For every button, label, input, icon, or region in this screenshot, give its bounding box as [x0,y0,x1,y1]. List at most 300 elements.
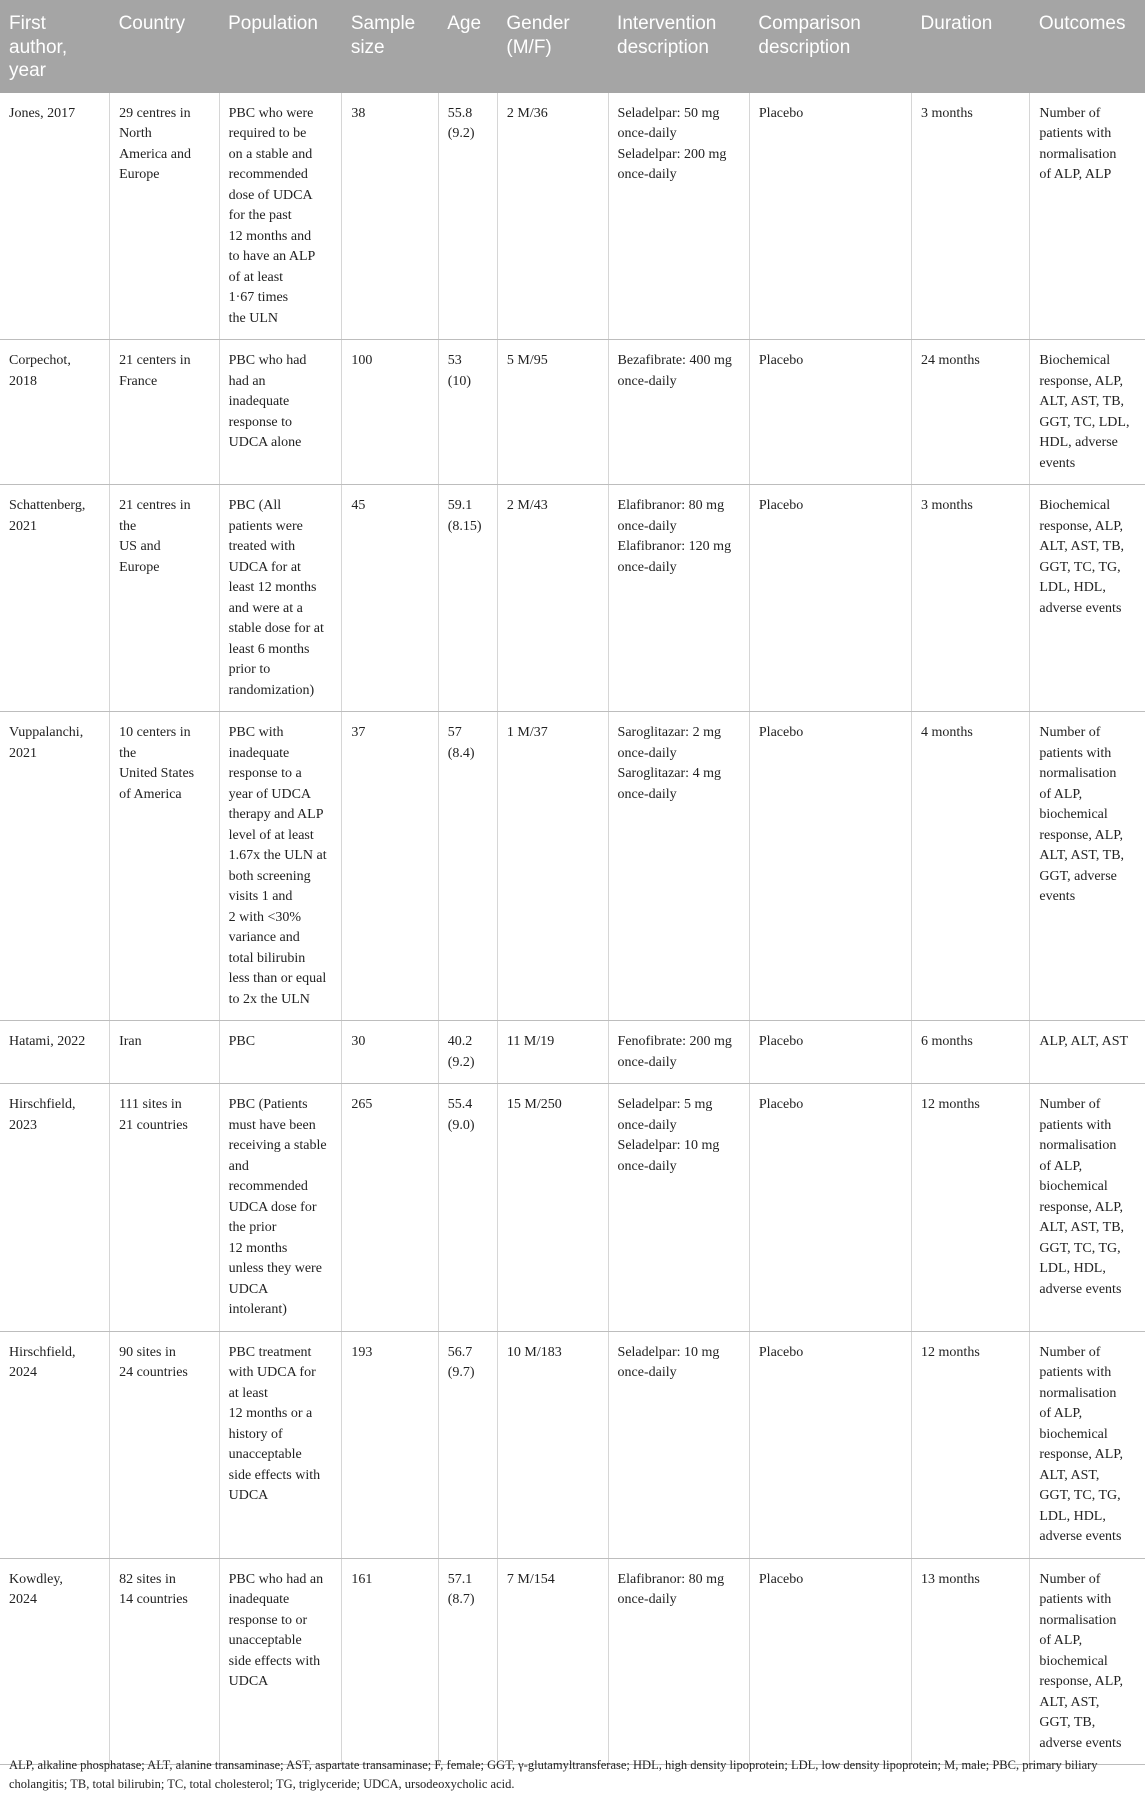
cell-line: randomization) [228,682,315,698]
cell-line: Outcomes [1038,13,1126,34]
duration-cell [912,712,1030,1021]
population-cell [219,93,342,340]
cell-line: UDCA alone [228,435,302,450]
cell-line: Elafibranor: 120 mg [617,539,732,554]
outcomes-header [1030,0,1145,93]
cell-line: once-daily [617,1592,677,1607]
cell-line: LDL, HDL, [1039,1508,1106,1524]
cell-line: 7 M/154 [506,1571,555,1587]
country-cell [110,1331,220,1558]
sample-size-cell [342,1084,438,1332]
cell-line: GGT, TC, TG, [1039,1488,1121,1503]
cell-line: adverse events [1039,1281,1122,1297]
outcomes-cell [1030,712,1145,1021]
age-cell [438,1331,497,1558]
cell-line: 1.67x the ULN at [228,848,327,863]
cell-line: patients were [228,518,303,534]
cell-line: 2023 [9,1117,37,1133]
table-row [0,1331,1145,1558]
cell-line: once-daily [617,1158,677,1174]
table-row [0,485,1145,712]
outcomes-cell [1030,340,1145,485]
cell-line: ALT, AST, TB, [1039,848,1125,863]
cell-line: Hirschfield, [9,1344,76,1360]
cell-line: PBC [228,1034,256,1049]
cell-line: 12 months [921,1344,980,1360]
duration-header [912,0,1030,93]
cell-line: the prior [228,1220,277,1235]
cell-line: prior to [228,662,271,677]
cell-line: Country [118,13,186,34]
intervention-cell [608,1084,749,1332]
cell-line: 24 countries [119,1365,188,1380]
cell-line: side effects with [228,1653,321,1669]
gender-cell [497,93,608,340]
cell-line: Bezafibrate: 400 mg [617,353,732,368]
cell-line: response, ALP, [1039,518,1123,534]
cell-line: normalisation [1039,1138,1117,1153]
cell-line: Saroglitazar: 2 mg [617,725,721,740]
cell-line: Placebo [758,1344,804,1360]
duration-cell [912,1558,1030,1765]
cell-line: Number of [1039,1344,1101,1360]
cell-line: Number of [1039,105,1101,121]
table-row [0,1021,1145,1084]
cell-line: Placebo [758,498,804,513]
cell-line: UDCA dose for [228,1199,317,1215]
intervention-cell [608,1558,749,1765]
cell-line: North [119,126,152,141]
cell-line: and were at a [228,600,303,616]
cell-line: PBC who had [228,353,307,368]
cell-line: at least [228,1385,268,1401]
cell-line: PBC treatment [228,1344,312,1360]
cell-line: (8.4) [447,745,475,761]
cell-line: (M/F) [506,36,552,58]
cell-line: recommended [228,1179,308,1194]
cell-line: stable dose for at [228,621,324,636]
cell-line: of America [119,786,182,802]
cell-line: ALT, AST, TB, [1039,539,1125,554]
cell-line: Seladelpar: 200 mg [617,146,727,162]
cell-line: 193 [351,1344,373,1360]
cell-line: the [119,745,137,761]
cell-line: (8.15) [447,518,482,534]
cell-line: once-daily [617,745,677,761]
sample-size-cell [342,1021,438,1084]
cell-line: 13 months [921,1571,980,1587]
cell-line: normalisation [1039,766,1117,781]
cell-line: level of at least [228,827,314,843]
cell-line: Duration [920,13,993,34]
cell-line: 40.2 [447,1034,473,1049]
cell-line: ALT, AST, [1039,1467,1100,1483]
cell-line: (9.0) [447,1117,475,1133]
population-cell [219,1331,342,1558]
age-cell [438,1084,497,1332]
cell-line: inadequate [228,394,290,409]
author-cell [0,1021,110,1084]
cell-line: 161 [351,1571,373,1587]
cell-line: unacceptable [228,1633,302,1648]
cell-line: receiving a stable [228,1138,327,1153]
cell-line: PBC (All [228,498,282,513]
cell-line: 5 M/95 [506,353,548,368]
cell-line: patients with [1039,1592,1112,1607]
author-cell [0,340,110,485]
cell-line: once-daily [617,167,677,182]
cell-line: (9.2) [447,126,475,141]
cell-line: Number of [1039,1097,1101,1112]
cell-line: Europe [119,167,160,182]
cell-line: treated with [228,539,296,554]
author-cell [0,93,110,340]
cell-line: 55.4 [447,1097,473,1112]
table-row [0,712,1145,1021]
cell-line: 12 months [228,1240,288,1256]
intervention-cell [608,485,749,712]
cell-line: Placebo [758,1571,804,1587]
cell-line: First [9,13,46,34]
cell-line: normalisation [1039,146,1117,162]
cell-line: once-daily [617,373,677,389]
author-cell [0,485,110,712]
duration-cell [912,340,1030,485]
gender-cell [497,1021,608,1084]
cell-line: GGT, TC, TG, [1039,1240,1121,1256]
cell-line: once-daily [617,518,677,534]
cell-line: Placebo [758,1097,804,1112]
cell-line: 21 centres in [119,498,191,513]
cell-line: response to or [228,1612,308,1628]
cell-line: 10 M/183 [506,1344,562,1360]
cell-line: history of [228,1426,283,1442]
cell-line: LDL, HDL, [1039,580,1106,595]
cell-line: (10) [447,373,472,389]
sample-size-cell [342,485,438,712]
cell-line: UDCA [228,1281,269,1297]
cell-line: Hirschfield, [9,1097,76,1112]
cell-line: 10 centers in [119,725,191,740]
cell-line: Biochemical [1039,353,1111,368]
cell-line: must have been [228,1117,316,1133]
age-cell [438,1021,497,1084]
table-footnote: ALP, alkaline phosphatase; ALT, alanine transaminase; AST, aspartate transaminase; F, female; GGT, γ-glutamyltransferase; HDL, high density lipoprotein; LDL, low density lipoprotein; M, male; PBC, primary biliary cholangitis; TB, total bilirubin; TC, total cholesterol; TG, triglyceride; UDCA, ursodeoxycholic acid. [9,1758,1098,1791]
cell-line: Seladelpar: 5 mg [617,1097,713,1112]
header-row [0,0,1145,93]
sample-size-cell [342,1558,438,1765]
cell-line: author, [9,36,68,58]
comparison-cell [749,1331,911,1558]
cell-line: biochemical [1039,1653,1108,1669]
outcomes-cell [1030,1021,1145,1084]
cell-line: PBC who had an [228,1571,324,1587]
cell-line: response, ALP, [1039,1199,1123,1215]
cell-line: intolerant) [228,1302,287,1317]
cell-line: 2021 [9,745,37,761]
sample-size-cell [342,93,438,340]
cell-line: (9.7) [447,1365,475,1380]
gender-cell [497,1558,608,1765]
cell-line: UDCA [228,1488,269,1503]
country-cell [110,340,220,485]
cell-line: Seladelpar: 10 mg [617,1138,720,1153]
country-cell [110,1021,220,1084]
cell-line: 2 M/43 [506,498,548,513]
cell-line: France [119,373,158,389]
cell-line: adverse events [1039,1529,1122,1544]
outcomes-cell [1030,485,1145,712]
cell-line: of ALP, [1039,786,1083,802]
comparison-cell [749,712,911,1021]
cell-line: 2 M/36 [506,105,548,121]
duration-cell [912,1331,1030,1558]
table-row [0,1084,1145,1332]
cell-line: 59.1 [447,498,473,513]
cell-line: therapy and ALP [228,807,324,822]
cell-line: ALP, ALT, AST [1039,1034,1129,1049]
cell-line: patients with [1039,126,1112,141]
cell-line: Schattenberg, [9,498,86,513]
cell-line: Elafibranor: 80 mg [617,498,725,513]
cell-line: Vuppalanchi, [9,725,84,740]
cell-line: of ALP, [1039,1406,1083,1421]
cell-line: 1 M/37 [506,725,548,740]
cell-line: America and [119,146,191,162]
cell-line: UDCA for at [228,559,301,575]
cell-line: US and [119,539,161,554]
duration-cell [912,93,1030,340]
cell-line: Iran [119,1034,142,1049]
comparison-cell [749,1021,911,1084]
population-cell [219,340,342,485]
table-row [0,93,1145,340]
cell-line: Placebo [758,1034,804,1049]
population-cell [219,1558,342,1765]
gender-cell [497,1331,608,1558]
cell-line: on a stable and [228,146,313,162]
cell-line: year [9,60,46,81]
duration-cell [912,485,1030,712]
country-cell [110,485,220,712]
cell-line: unless they were [228,1261,322,1276]
cell-line: 38 [351,105,366,121]
cell-line: 45 [351,498,366,513]
cell-line: 82 sites in [119,1571,176,1587]
cell-line: of ALP, [1039,1158,1083,1174]
cell-line: Placebo [758,105,804,121]
cell-line: and [228,1158,249,1174]
cell-line: 100 [351,353,373,368]
cell-line: biochemical [1039,1426,1108,1442]
cell-line: GGT, TC, TG, [1039,559,1121,575]
population-cell [219,1021,342,1084]
country-cell [110,1558,220,1765]
duration-cell [912,1084,1030,1332]
cell-line: Elafibranor: 80 mg [617,1571,725,1587]
cell-line: 265 [351,1097,373,1112]
population-header [219,0,342,93]
intervention-cell [608,1331,749,1558]
cell-line: patients with [1039,1117,1112,1133]
outcomes-cell [1030,1084,1145,1332]
table-row [0,1558,1145,1765]
cell-line: 56.7 [447,1344,473,1360]
country-cell [110,93,220,340]
cell-line: 57.1 [447,1571,473,1587]
cell-line: United States [119,766,195,781]
cell-line: size [350,36,385,58]
cell-line: normalisation [1039,1612,1117,1628]
cell-line: LDL, HDL, [1039,1261,1106,1276]
cell-line: Biochemical [1039,498,1111,513]
cell-line: Saroglitazar: 4 mg [617,766,721,781]
sample-size-cell [342,340,438,485]
cell-line: of ALP, ALP [1039,167,1112,182]
cell-line: 2024 [9,1592,37,1607]
cell-line: Fenofibrate: 200 mg [617,1034,732,1049]
cell-line: GGT, TC, LDL, [1039,414,1130,430]
cell-line: Number of [1039,725,1101,740]
cell-line: Seladelpar: 50 mg [617,105,720,121]
table-row [0,340,1145,485]
cell-line: 90 sites in [119,1344,176,1360]
cell-line: GGT, adverse [1039,868,1117,884]
comparison-cell [749,485,911,712]
cell-line: unacceptable [228,1447,302,1462]
cell-line: Sample [350,13,416,34]
cell-line: 55.8 [447,105,473,121]
cell-line: events [1039,455,1076,471]
cell-line: 2 with <30% [228,909,302,925]
cell-line: response, ALP, [1039,1674,1123,1689]
intervention-cell [608,1021,749,1084]
cell-line: 1·67 times [228,290,289,305]
cell-line: 4 months [921,725,973,740]
cell-line: 111 sites in [119,1097,182,1112]
intervention-description-header [608,0,749,93]
cell-line: Population [228,13,318,34]
cell-line: visits 1 and [228,889,293,904]
cell-line: with UDCA for [228,1365,316,1380]
cell-line: dose of UDCA [228,187,313,203]
cell-line: PBC (Patients [228,1097,308,1112]
intervention-cell [608,712,749,1021]
cell-line: normalisation [1039,1385,1117,1401]
duration-cell [912,1021,1030,1084]
sample-size-header [342,0,438,93]
comparison-cell [749,93,911,340]
cell-line: response, ALP, [1039,373,1123,389]
sample-size-cell [342,712,438,1021]
cell-line: 24 months [921,353,980,368]
cell-line: Europe [119,559,160,575]
outcomes-cell [1030,1331,1145,1558]
country-cell [110,712,220,1021]
gender-cell [497,712,608,1021]
cell-line: description [617,36,709,58]
cell-line: description [758,36,851,58]
cell-line: once-daily [617,559,677,575]
population-cell [219,485,342,712]
cell-line: adverse events [1039,1735,1122,1751]
cell-line: Placebo [758,353,804,368]
cell-line: once-daily [617,126,677,141]
cell-line: inadequate [228,745,290,761]
cell-line: once-daily [617,1117,677,1133]
age-cell [438,712,497,1021]
cell-line: recommended [228,167,308,182]
cell-line: 3 months [921,105,973,121]
cell-line: ALT, AST, TB, [1039,1220,1125,1235]
cell-line: once-daily [617,786,677,802]
cell-line: once-daily [617,1365,677,1380]
cell-line: ALT, AST, TB, [1039,394,1125,409]
outcomes-cell [1030,93,1145,340]
cell-line: less than or equal [228,971,327,986]
cell-line: 57 [447,725,462,740]
cell-line: 21 centers in [119,353,191,368]
cell-line: response, ALP, [1039,1447,1123,1462]
comparison-cell [749,1558,911,1765]
cell-line: 14 countries [119,1592,188,1607]
cell-line: biochemical [1039,807,1108,822]
age-cell [438,340,497,485]
cell-line: 21 countries [119,1117,188,1133]
cell-line: of ALP, [1039,1633,1083,1648]
population-cell [219,1084,342,1332]
cell-line: total bilirubin [228,950,306,966]
population-cell [219,712,342,1021]
cell-line: (9.2) [447,1054,475,1070]
cell-line: GGT, TB, [1039,1715,1096,1730]
cell-line: Seladelpar: 10 mg [617,1344,720,1360]
cell-line: ALT, AST, [1039,1694,1100,1710]
age-cell [438,485,497,712]
cell-line: least 6 months [228,641,310,657]
cell-line: Comparison [758,13,861,34]
intervention-cell [608,93,749,340]
age-cell [438,1558,497,1765]
cell-line: events [1039,889,1076,904]
cell-line: response to [228,414,293,430]
cell-line: 12 months [921,1097,980,1112]
cell-line: Gender [506,13,570,34]
cell-line: 2021 [9,518,37,534]
country-header [110,0,220,93]
cell-line: required to be [228,126,307,141]
cell-line: HDL, adverse [1039,435,1118,450]
cell-line: 30 [351,1034,366,1049]
comparison-cell [749,340,911,485]
cell-line: Age [447,13,482,34]
cell-line: the ULN [228,310,279,326]
age-cell [438,93,497,340]
age-header [438,0,497,93]
comparison-cell [749,1084,911,1332]
cell-line: Number of [1039,1571,1101,1587]
cell-line: Jones, 2017 [9,105,76,121]
gender-cell [497,485,608,712]
cell-line: Placebo [758,725,804,740]
cell-line: PBC with [228,725,284,740]
intervention-cell [608,340,749,485]
cell-line: adverse events [1039,600,1122,616]
cell-line: 15 M/250 [506,1097,562,1112]
author-cell [0,1331,110,1558]
cell-line: biochemical [1039,1179,1108,1194]
first-author-year-header [0,0,110,93]
